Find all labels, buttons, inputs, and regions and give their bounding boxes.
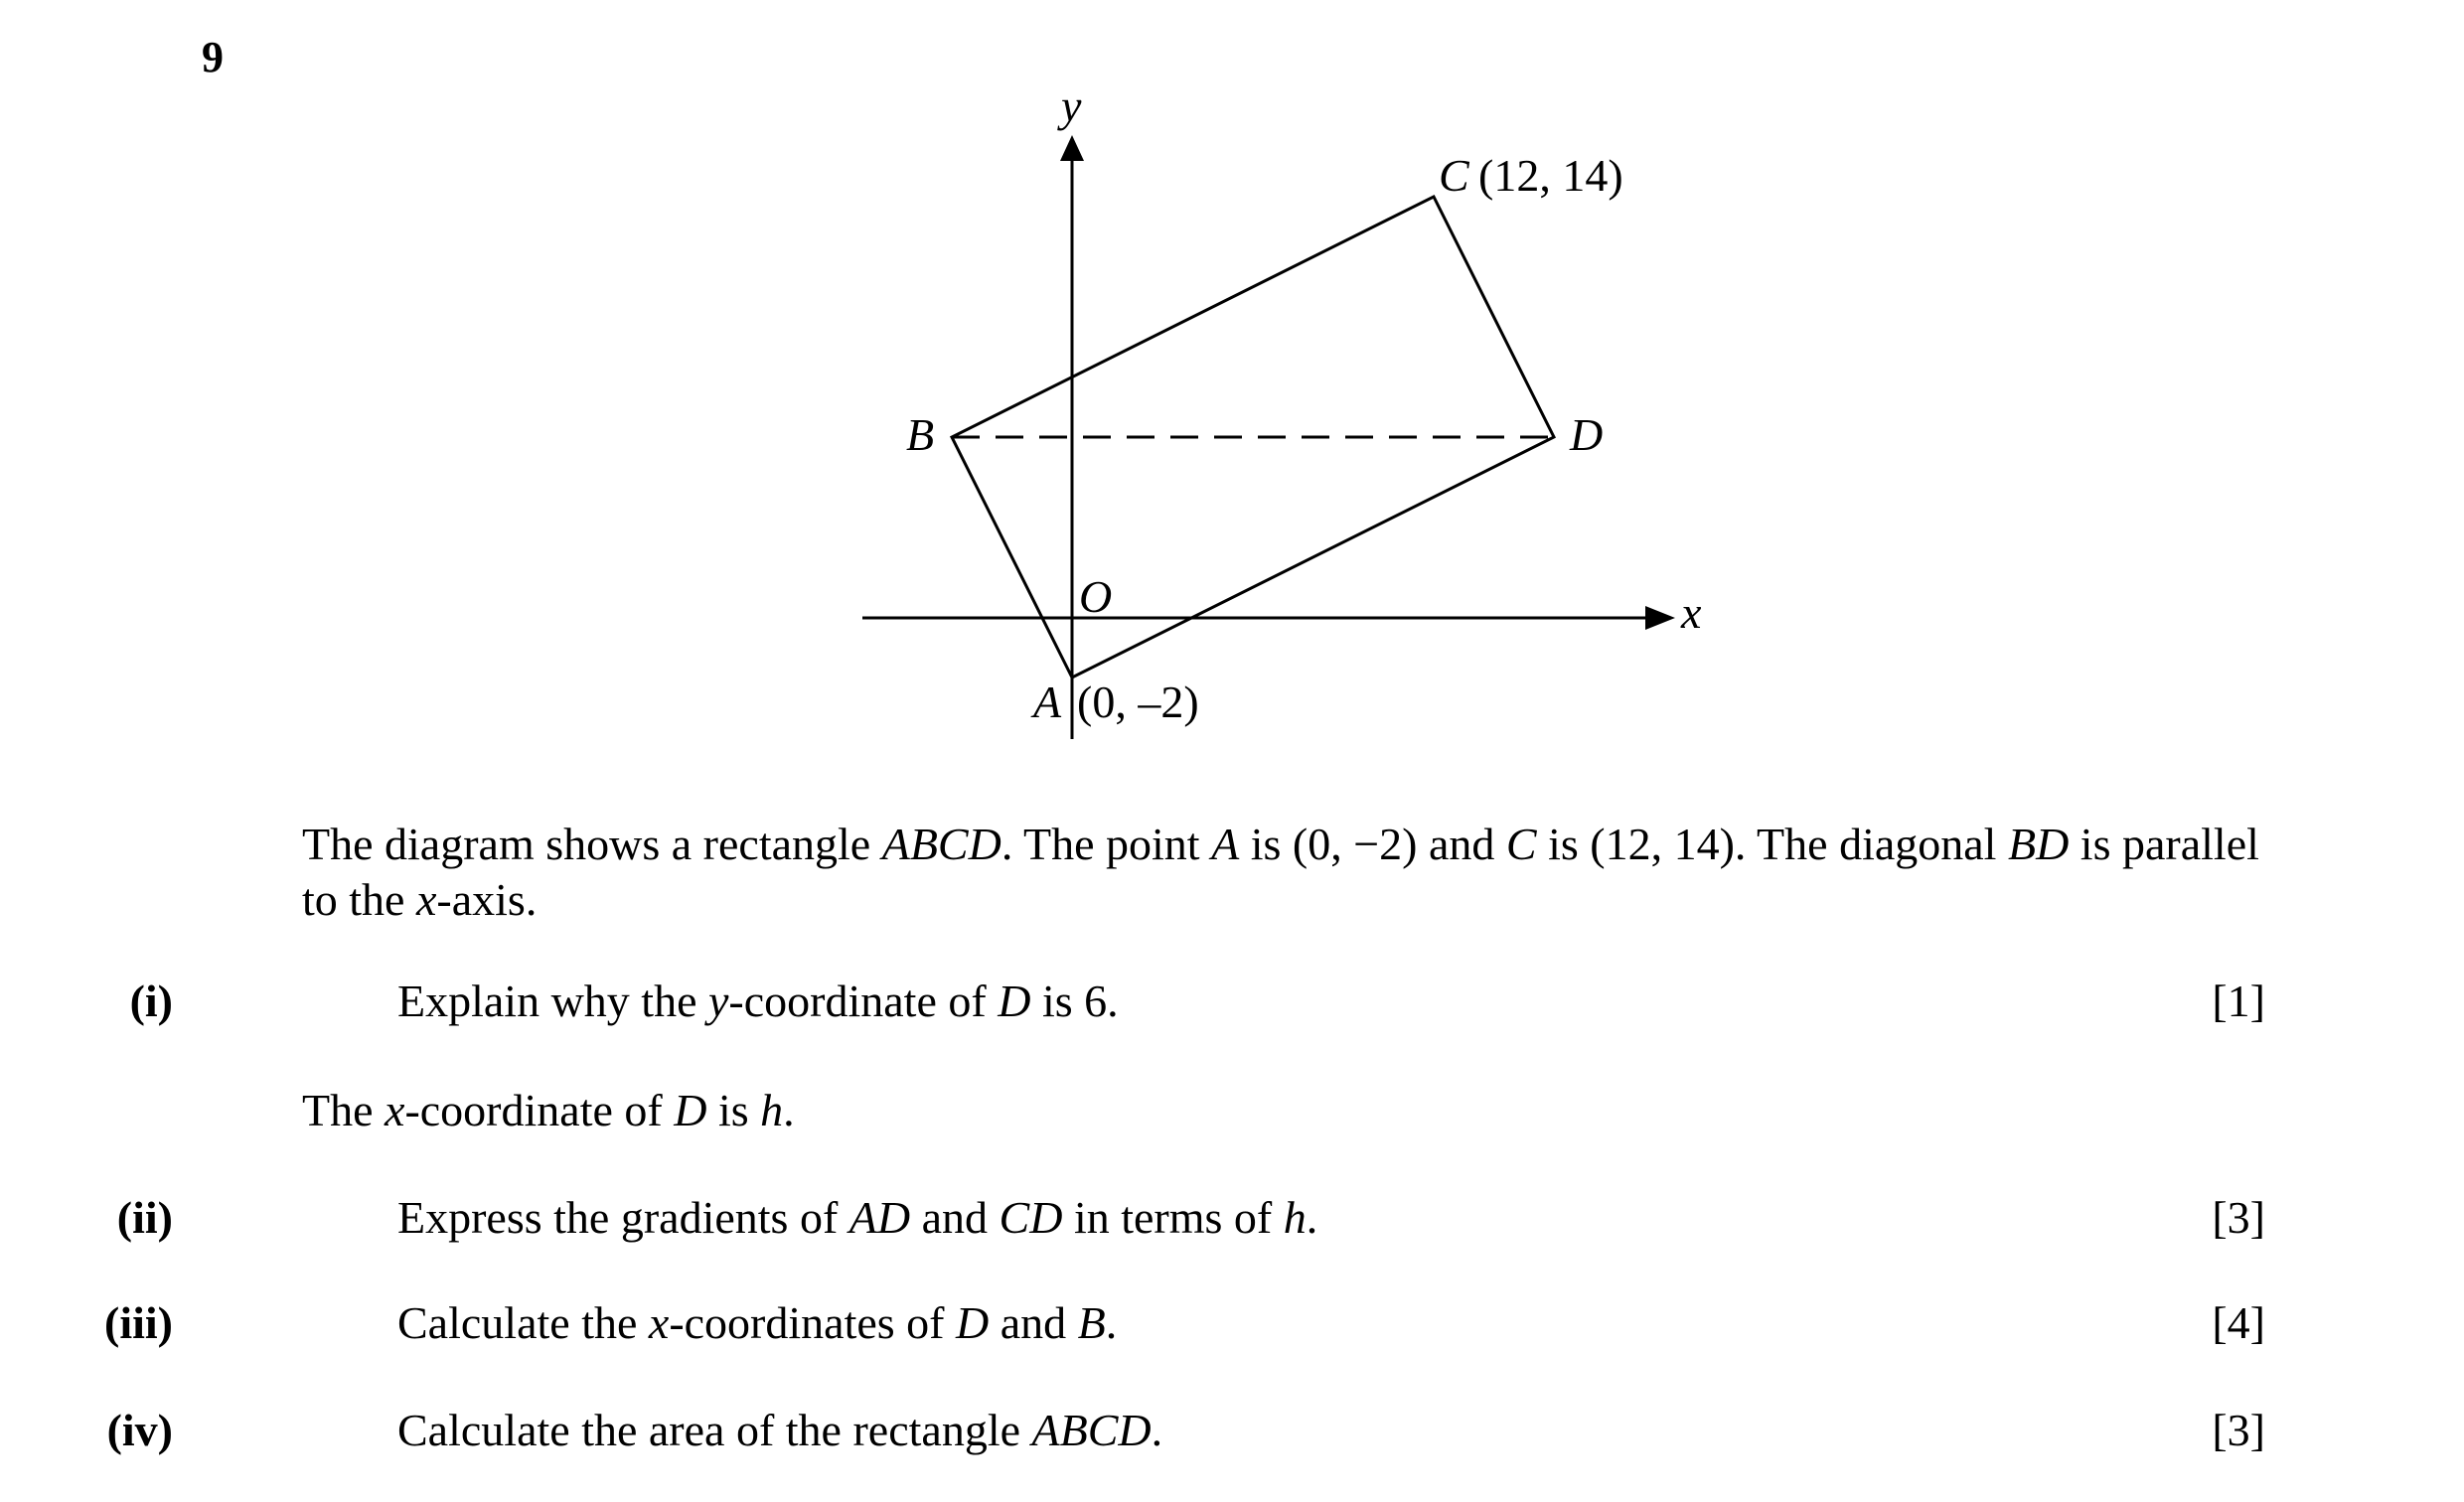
- x-axis-arrow: [1645, 606, 1675, 630]
- intro-term: x: [415, 874, 437, 925]
- intro-text: is parallel to the: [302, 819, 2259, 925]
- intro-term: C: [1505, 819, 1537, 869]
- y-axis-label: y: [1061, 80, 1082, 131]
- part-number: (i): [129, 976, 173, 1026]
- y-axis-arrow: [1060, 135, 1084, 161]
- part-question: Calculate the area of the rectangle ABCD.: [397, 1405, 1163, 1455]
- part-marks: [3]: [2212, 1192, 2265, 1243]
- intro-term: ABCD: [881, 819, 1001, 869]
- intro-text: The diagram shows a rectangle: [302, 819, 882, 869]
- part-question: Express the gradients of AD and CD in terms of h.: [397, 1192, 1318, 1243]
- intro-term: A: [1211, 819, 1240, 869]
- part-i: [0, 974, 2265, 1029]
- part-iv: [0, 1403, 2265, 1458]
- part-marks: [4]: [2212, 1297, 2265, 1348]
- origin-label: O: [1079, 571, 1113, 622]
- point-b-label: B: [906, 409, 935, 460]
- intro-text: is (0, −2) and: [1239, 819, 1506, 869]
- part-number: (iii): [104, 1297, 173, 1348]
- point-c-coords: (12, 14): [1478, 150, 1623, 201]
- part-ii: [0, 1190, 2265, 1246]
- part-question: Explain why the y-coordinate of D is 6.: [397, 976, 1119, 1026]
- x-axis-label: x: [1681, 587, 1702, 638]
- intro-term: BD: [2007, 819, 2070, 869]
- part-number: (ii): [116, 1192, 173, 1243]
- point-c-label: C: [1439, 150, 1469, 201]
- point-a-label: A: [1033, 676, 1062, 727]
- question-number: 9: [202, 33, 224, 81]
- intro-text: is (12, 14). The diagonal: [1536, 819, 2008, 869]
- part-marks: [1]: [2212, 976, 2265, 1026]
- prompt-paragraph: The x-coordinate of D is h.: [302, 1085, 795, 1135]
- point-d-label: D: [1570, 409, 1604, 460]
- point-a-coords: (0, –2): [1077, 676, 1199, 727]
- part-question: Calculate the x-coordinates of D and B.: [397, 1297, 1118, 1348]
- intro-paragraph: [302, 817, 2269, 928]
- part-iii: [0, 1295, 2265, 1351]
- intro-text: -axis.: [436, 874, 538, 925]
- part-marks: [3]: [2212, 1405, 2265, 1455]
- intro-text: . The point: [1001, 819, 1212, 869]
- part-number: (iv): [106, 1405, 173, 1455]
